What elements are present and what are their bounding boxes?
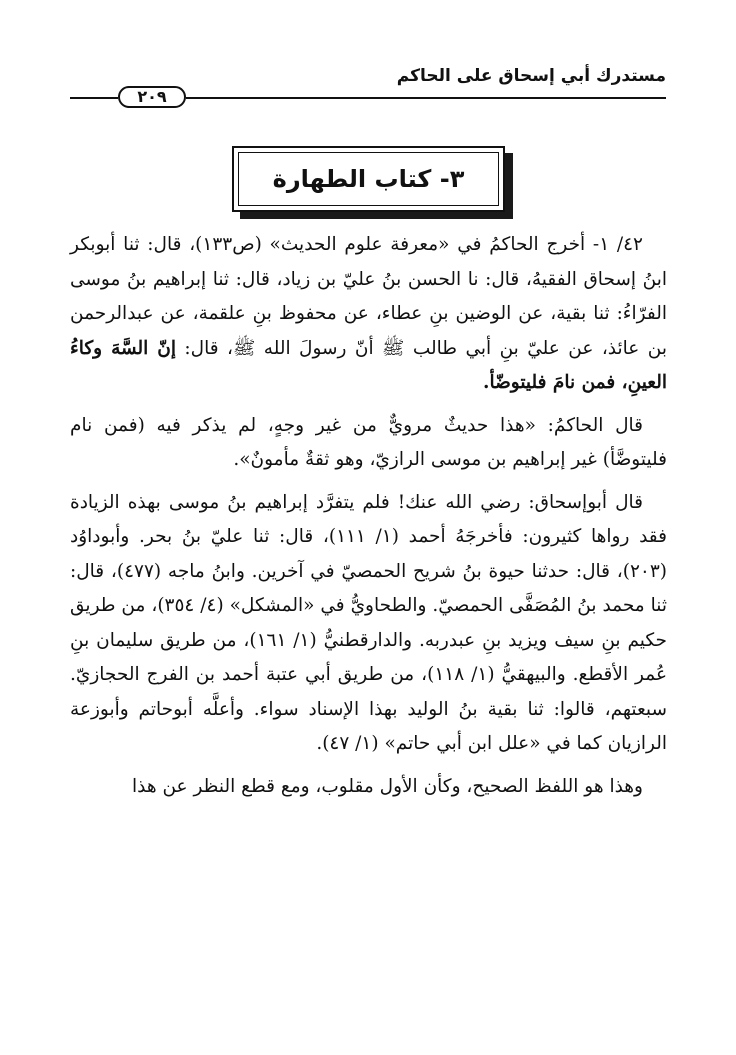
paragraph-hadith xyxy=(70,228,667,401)
paragraph-hakim: قال الحاكمُ: «هذا حديثٌ مرويٌّ من غير وجهٍ، لم يذكر فيه (فمن نام فليتوضَّأ) غير إبراهيم بن موسى الرازيّ، وهو ثقةٌ مأمونٌ». xyxy=(70,414,667,470)
hadith-text: إنّ السَّهَ وكاءُ العينِ، فمن نامَ فليتوضّأ. xyxy=(70,337,667,393)
page-number: ٢٠٩ xyxy=(118,86,186,108)
chapter-title: ٣- كتاب الطهارة xyxy=(238,152,499,206)
paragraph-closing: وهذا هو اللفظ الصحيح، وكأن الأول مقلوب، ومع قطع النظر عن هذا xyxy=(131,775,643,797)
header-rule-right xyxy=(186,97,666,99)
header-rule-left xyxy=(70,97,118,99)
paragraph-abu-ishaq: قال أبوإسحاق: رضي الله عنك! فلم يتفرَّد إبراهيم بنُ موسى بهذه الزيادة فقد رواها كثيرون: فأخرجَهُ أحمد (١/ ١١١)، قال: ثنا عليّ بنُ بحر. وأبوداوُد (٢٠٣)، قال: حدثنا حيوة بنُ شريح الحمصيّ في آخرين. وابنُ ماجه (٤٧٧)، قال: ثنا محمد بنُ المُصَفَّى الحمصيّ. والطحاويُّ في «المشكل» (٤/ ٣٥٤)، من طريق حكيم بنِ سيف ويزيد بنِ عبدربه. والدارقطنيُّ (١/ ١٦١)، من طريق سليمان بنِ عُمر الأقطع. والبيهقيُّ (١/ ١١٨)، من طريق أبي عتبة أحمد بن الفرج الحجازيّ. سبعتهم، قالوا: ثنا بقية بنُ الوليد بهذا الإسناد سواء. وأعلَّه أبوحاتم وأبوزعة الرازيان كما في «علل ابن أبي حاتم» (١/ ٤٧). xyxy=(70,491,667,754)
chapter-title-box xyxy=(232,146,505,212)
running-title: مستدرك أبي إسحاق على الحاكم xyxy=(396,66,666,86)
hadith-isnad: ٤٢/ ١- أخرج الحاكمُ في «معرفة علوم الحديث» (ص١٣٣)، قال: ثنا أبوبكر ابنُ إسحاق الفقيهُ، قال: نا الحسن بنُ عليّ بن زياد، قال: ثنا إبراهيم بنُ موسى الفرّاءُ: ثنا بقية، عن الوضين بنِ عطاء، عن محفوظ بنِ علقمة، عن عبدالرحمن بن عائذ، عن عليّ بنِ أبي طالب ﷺ أنّ رسولَ الله ﷺ، قال: xyxy=(70,234,667,359)
body-text xyxy=(70,228,667,812)
